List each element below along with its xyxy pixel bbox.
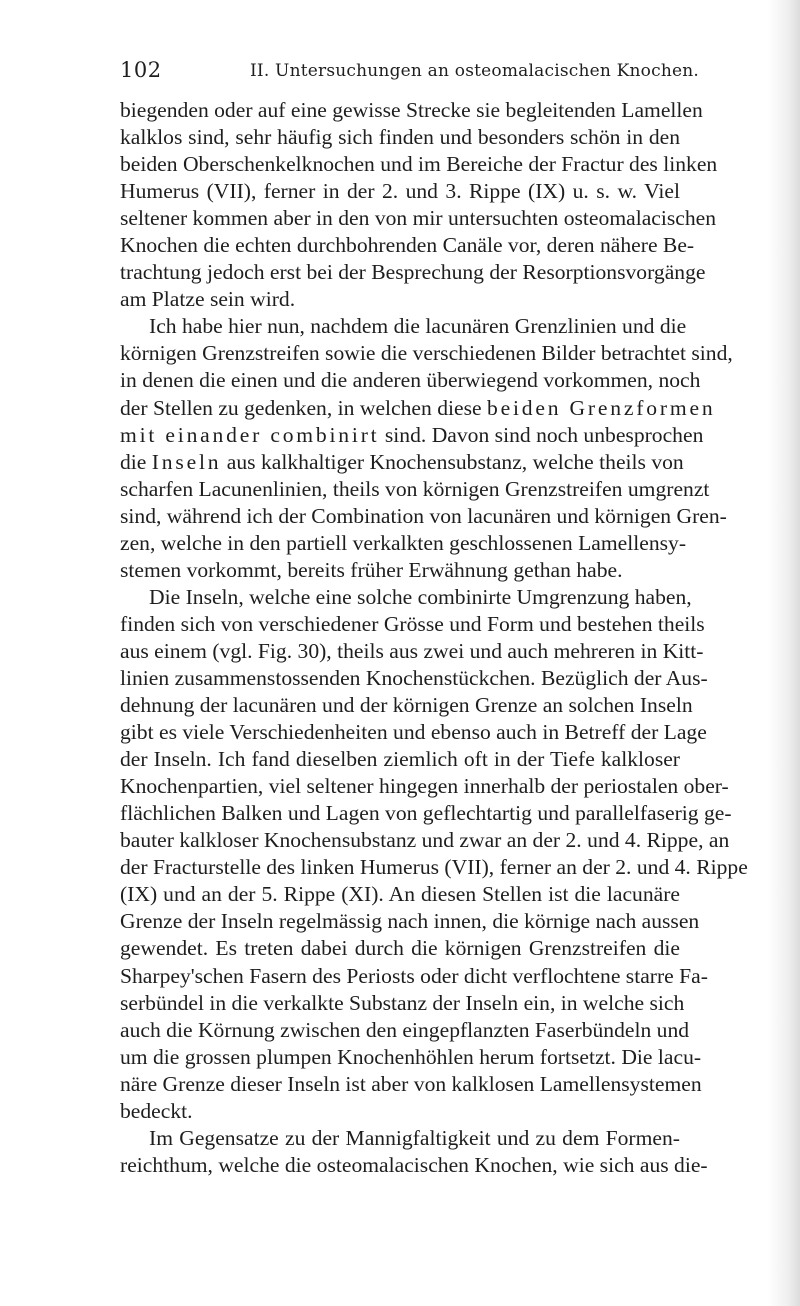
text-line: Humerus (VII), ferner in der 2. und 3. Rippe (IX) u. s. w. Viel xyxy=(120,179,680,204)
text-line: näre Grenze dieser Inseln ist aber von kalklosen Lamellensystemen xyxy=(120,1071,702,1096)
text-line: finden sich von verschiedener Grösse und Form und bestehen theils xyxy=(120,611,705,636)
text-segment: aus kalkhaltiger Knochensubstanz, welche theils von xyxy=(226,449,684,474)
emphasis-spaced-text: mit einander combinirt xyxy=(120,422,380,447)
page-header xyxy=(120,58,700,88)
text-line: serbündel in die verkalkte Substanz der Inseln ein, in welche sich xyxy=(120,990,685,1015)
emphasis-spaced-text: beiden Grenzformen xyxy=(486,395,716,420)
text-line: kalklos sind, sehr häufig sich finden und besonders schön in den xyxy=(120,125,680,150)
text-line: Knochen die echten durchbohrenden Canäle vor, deren nähere Be- xyxy=(120,233,695,258)
text-line: reichthum, welche die osteomalacischen Knochen, wie sich aus die- xyxy=(120,1152,708,1177)
text-line xyxy=(120,395,716,422)
text-line: bedeckt. xyxy=(120,1098,193,1123)
text-line: linien zusammenstossenden Knochenstückchen. Bezüglich der Aus- xyxy=(120,665,708,690)
text-line: beiden Oberschenkelknochen und im Bereiche der Fractur des linken xyxy=(120,152,718,177)
text-line: sind, während ich der Combination von lacunären und körnigen Gren- xyxy=(120,503,727,528)
paragraph-first-line: Ich habe hier nun, nachdem die lacunären Grenzlinien und die xyxy=(149,314,687,339)
text-line: auch die Körnung zwischen den eingepflanzten Faserbündeln und xyxy=(120,1017,690,1042)
paragraph-first-line: Im Gegensatze zu der Mannigfaltigkeit und zu dem Formen- xyxy=(149,1125,680,1150)
text-line: scharfen Lacunenlinien, theils von körnigen Grenzstreifen umgrenzt xyxy=(120,476,710,501)
running-head: II. Untersuchungen an osteomalacischen Knochen. xyxy=(250,61,700,81)
text-segment: die xyxy=(120,449,147,474)
text-segment: der Stellen zu gedenken, in welchen diese xyxy=(120,395,482,420)
text-line: Sharpey'schen Fasern des Periosts oder dicht verflochtene starre Fa- xyxy=(120,963,708,988)
text-line xyxy=(120,422,704,449)
text-line: trachtung jedoch erst bei der Besprechung der Resorptionsvorgänge xyxy=(120,260,706,285)
text-line: gibt es viele Verschiedenheiten und ebenso auch in Betreff der Lage xyxy=(120,720,707,745)
text-line: bauter kalkloser Knochensubstanz und zwar an der 2. und 4. Rippe, an xyxy=(120,828,730,853)
text-line: um die grossen plumpen Knochenhöhlen herum fortsetzt. Die lacu- xyxy=(120,1044,702,1069)
text-line: am Platze sein wird. xyxy=(120,287,296,312)
page-number: 102 xyxy=(120,58,162,82)
text-line: stemen vorkommt, bereits früher Erwähnung gethan habe. xyxy=(120,557,623,582)
text-line xyxy=(120,449,684,476)
text-line: zen, welche in den partiell verkalkten geschlossenen Lamellensy- xyxy=(120,530,687,555)
text-line: der Inseln. Ich fand dieselben ziemlich oft in der Tiefe kalkloser xyxy=(120,747,680,772)
text-line: in denen die einen und die anderen überwiegend vorkommen, noch xyxy=(120,368,701,393)
text-line: (IX) und an der 5. Rippe (XI). An diesen Stellen ist die lacunäre xyxy=(120,882,680,907)
text-line: flächlichen Balken und Lagen von geflechtartig und parallelfaserig ge- xyxy=(120,801,732,826)
text-line: seltener kommen aber in den von mir untersuchten osteomalacischen xyxy=(120,206,717,231)
body-text xyxy=(120,97,748,1179)
text-line: dehnung der lacunären und der körnigen Grenze an solchen Inseln xyxy=(120,693,693,718)
emphasis-spaced-text: Inseln xyxy=(151,449,222,474)
text-line: der Fracturstelle des linken Humerus (VII), ferner an der 2. und 4. Rippe xyxy=(120,855,748,880)
text-line: Knochenpartien, viel seltener hingegen innerhalb der periostalen ober- xyxy=(120,774,729,799)
text-segment: sind. Davon sind noch unbesprochen xyxy=(384,422,704,447)
text-line: körnigen Grenzstreifen sowie die verschiedenen Bilder betrachtet sind, xyxy=(120,341,733,366)
paragraph-first-line: Die Inseln, welche eine solche combinirte Umgrenzung haben, xyxy=(149,584,692,609)
text-line: Grenze der Inseln regelmässig nach innen, die körnige nach aussen xyxy=(120,909,700,934)
text-line: biegenden oder auf eine gewisse Strecke sie begleitenden Lamellen xyxy=(120,98,703,122)
text-line: aus einem (vgl. Fig. 30), theils aus zwei und auch mehreren in Kitt- xyxy=(120,638,704,663)
text-line: gewendet. Es treten dabei durch die körnigen Grenzstreifen die xyxy=(120,936,680,961)
